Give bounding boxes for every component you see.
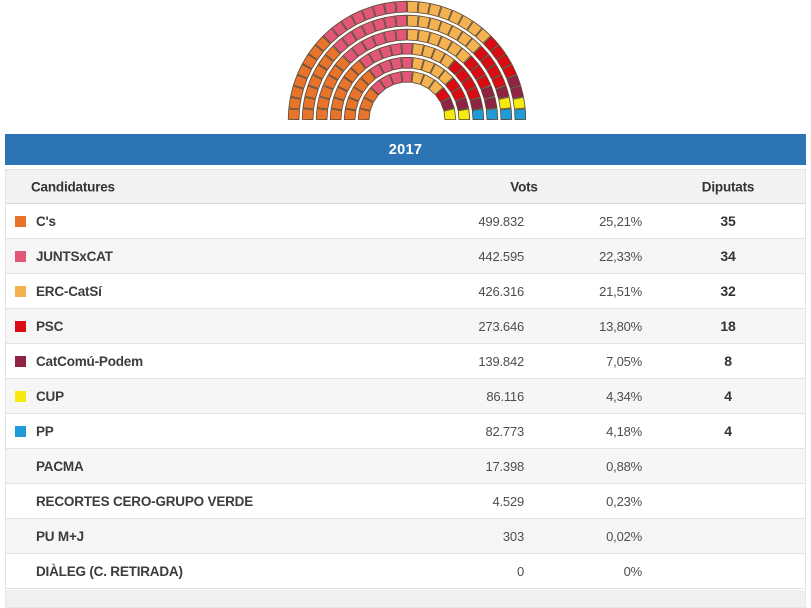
party-votes: 17.398 bbox=[485, 458, 524, 474]
table-row bbox=[6, 484, 805, 519]
party-seats: 32 bbox=[720, 283, 736, 299]
party-color-swatch bbox=[15, 286, 26, 297]
table-row bbox=[6, 239, 805, 274]
table-row bbox=[6, 519, 805, 554]
party-votes: 273.646 bbox=[478, 318, 524, 334]
party-name: PP bbox=[36, 423, 54, 439]
party-percentage: 21,51% bbox=[599, 283, 642, 299]
candidature-cell bbox=[6, 354, 325, 369]
party-color-swatch bbox=[15, 426, 26, 437]
party-name: DIÀLEG (C. RETIRADA) bbox=[36, 563, 183, 579]
party-seats: 4 bbox=[724, 388, 732, 404]
table-row bbox=[6, 554, 805, 589]
party-color-swatch bbox=[15, 321, 26, 332]
party-name: PU M+J bbox=[36, 528, 84, 544]
party-percentage: 0% bbox=[623, 563, 642, 579]
party-votes: 442.595 bbox=[478, 248, 524, 264]
table-row bbox=[6, 344, 805, 379]
party-seats: 35 bbox=[720, 213, 736, 229]
column-header-diputats: Diputats bbox=[701, 179, 755, 194]
column-header-vots: Vots bbox=[510, 179, 538, 194]
results-table bbox=[5, 169, 806, 589]
candidature-cell bbox=[6, 494, 325, 509]
party-seats: 8 bbox=[724, 353, 732, 369]
party-percentage: 4,18% bbox=[606, 423, 642, 439]
party-votes: 499.832 bbox=[478, 213, 524, 229]
results-rows bbox=[6, 204, 805, 589]
party-votes: 303 bbox=[502, 528, 524, 544]
party-votes: 139.842 bbox=[478, 353, 524, 369]
party-color-swatch bbox=[15, 356, 26, 367]
party-percentage: 7,05% bbox=[606, 353, 642, 369]
candidature-cell bbox=[6, 389, 325, 404]
party-percentage: 22,33% bbox=[599, 248, 642, 264]
year-label: 2017 bbox=[388, 141, 423, 158]
candidature-cell bbox=[6, 529, 325, 544]
seat-chart-area bbox=[5, 0, 806, 134]
candidature-cell bbox=[6, 564, 325, 579]
party-percentage: 0,02% bbox=[606, 528, 642, 544]
party-name: JUNTSxCAT bbox=[36, 248, 113, 264]
column-header-row bbox=[6, 170, 805, 204]
table-footer bbox=[5, 589, 806, 608]
table-row bbox=[6, 379, 805, 414]
candidature-cell bbox=[6, 459, 325, 474]
party-name: PACMA bbox=[36, 458, 84, 474]
table-row bbox=[6, 204, 805, 239]
candidature-cell bbox=[6, 319, 325, 334]
party-color-swatch bbox=[15, 251, 26, 262]
table-row bbox=[6, 274, 805, 309]
party-votes: 0 bbox=[516, 563, 524, 579]
party-percentage: 0,23% bbox=[606, 493, 642, 509]
party-name: ERC-CatSí bbox=[36, 283, 102, 299]
election-results-widget bbox=[5, 0, 806, 608]
party-seats: 18 bbox=[720, 318, 736, 334]
party-color-swatch bbox=[15, 216, 26, 227]
party-seats: 34 bbox=[720, 248, 736, 264]
party-votes: 82.773 bbox=[485, 423, 524, 439]
table-row bbox=[6, 309, 805, 344]
party-percentage: 13,80% bbox=[599, 318, 642, 334]
party-name: PSC bbox=[36, 318, 64, 334]
column-header-candidatures: Candidatures bbox=[31, 179, 115, 194]
party-name: CUP bbox=[36, 388, 64, 404]
party-seats: 4 bbox=[724, 423, 732, 439]
party-percentage: 4,34% bbox=[606, 388, 642, 404]
table-row bbox=[6, 449, 805, 484]
party-percentage: 0,88% bbox=[606, 458, 642, 474]
party-name: CatComú-Podem bbox=[36, 353, 143, 369]
candidature-cell bbox=[6, 284, 325, 299]
candidature-cell bbox=[6, 214, 325, 229]
candidature-cell bbox=[6, 424, 325, 439]
party-votes: 4.529 bbox=[492, 493, 524, 509]
year-header bbox=[5, 134, 806, 165]
table-row bbox=[6, 414, 805, 449]
candidature-cell bbox=[6, 249, 325, 264]
party-name: RECORTES CERO-GRUPO VERDE bbox=[36, 493, 254, 509]
party-votes: 426.316 bbox=[478, 283, 524, 299]
party-name: C's bbox=[36, 213, 56, 229]
party-color-swatch bbox=[15, 391, 26, 402]
party-votes: 86.116 bbox=[486, 388, 524, 404]
parliament-hemicycle-chart bbox=[282, 0, 532, 122]
party-percentage: 25,21% bbox=[599, 213, 642, 229]
